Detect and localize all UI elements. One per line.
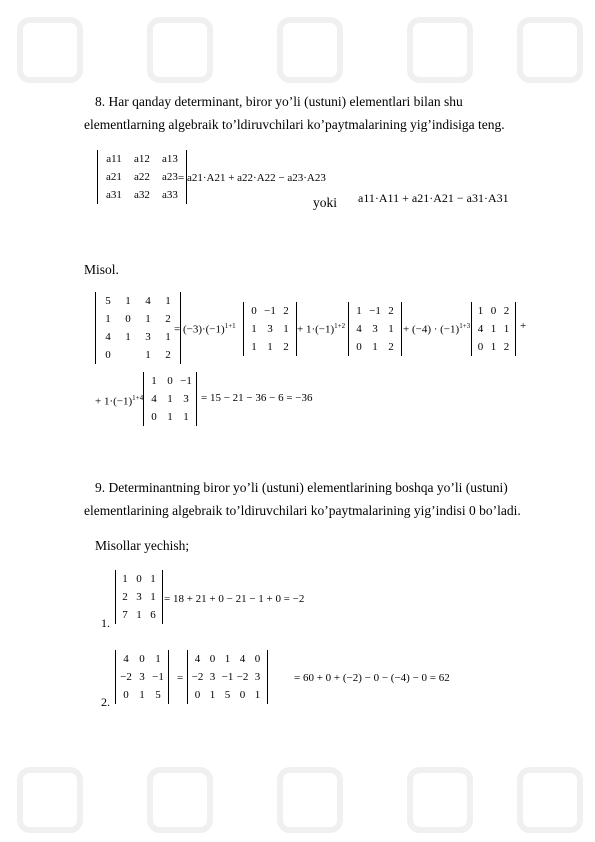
example1-result: = 18 + 21 + 0 − 21 − 1 + 0 = −2 (164, 593, 305, 605)
term2-coefficient (297, 320, 345, 337)
det-cell: 3 (209, 671, 216, 683)
det-cell: 1 (209, 689, 216, 701)
det-cell: 0 (151, 411, 157, 423)
det-cell: −1 (180, 375, 192, 387)
term3-coef-text: + (−4) · (−1) (403, 323, 460, 336)
det-cell (118, 346, 138, 364)
det-cell: 0 (209, 653, 216, 665)
term1-coefficient (174, 320, 236, 337)
example2-equals: = (177, 672, 184, 684)
det-cell: 1 (267, 341, 273, 353)
det-cell: 1 (105, 313, 111, 325)
det-cell: 0 (477, 341, 484, 353)
det-cell: a22 (134, 171, 150, 183)
term3-determinant (471, 302, 516, 356)
det-cell: a12 (134, 153, 150, 165)
det-cell: 3 (254, 671, 261, 683)
det-cell: 1 (136, 609, 142, 621)
det-cell: −2 (120, 671, 132, 683)
det-cell: 1 (372, 341, 378, 353)
det-cell: 4 (477, 323, 484, 335)
det-cell: a32 (134, 189, 150, 201)
det-cell: 1 (122, 573, 128, 585)
det-cell: 0 (139, 653, 145, 665)
term3-tail: + (520, 320, 527, 332)
yoki-label: yoki (313, 195, 338, 210)
det-cell: 3 (372, 323, 378, 335)
det-cell: 2 (122, 591, 128, 603)
det-cell: 4 (151, 393, 157, 405)
det-cell: 3 (145, 331, 151, 343)
det-cell: 1 (490, 341, 497, 353)
det-cell: 4 (239, 653, 246, 665)
det-cell: 2 (165, 313, 171, 325)
det-cell: 0 (105, 349, 111, 361)
det-cell: 1 (503, 323, 510, 335)
det-cell: −2 (191, 671, 204, 683)
det-cell: 1 (145, 313, 151, 325)
det-cell: 0 (254, 653, 261, 665)
det-cell: 4 (145, 295, 151, 307)
det-cell: a33 (162, 189, 178, 201)
det-cell: 2 (388, 341, 394, 353)
det-cell: 1 (125, 295, 131, 307)
det-cell: 1 (224, 653, 231, 665)
det-cell: 6 (150, 609, 156, 621)
term3-coefficient (403, 320, 470, 337)
det-cell: 1 (283, 323, 289, 335)
example2-determinant-b (187, 650, 268, 704)
det-cell: 1 (145, 349, 151, 361)
det-cell: 5 (105, 295, 111, 307)
det-cell: 7 (122, 609, 128, 621)
term4-determinant (143, 372, 197, 426)
det-cell: 1 (388, 323, 394, 335)
det-cell: 2 (283, 341, 289, 353)
term1-coef-text: = (−3)·(−1) (174, 323, 225, 336)
det-cell: −1 (221, 671, 234, 683)
det-cell: a11 (106, 153, 122, 165)
det-cell: 4 (194, 653, 201, 665)
det-cell: a31 (106, 189, 122, 201)
det-cell: 2 (283, 305, 289, 317)
det-cell: −1 (369, 305, 381, 317)
det-cell: 1 (150, 573, 156, 585)
det-cell: 2 (503, 341, 510, 353)
det-cell: a23 (162, 171, 178, 183)
section8-determinant (97, 150, 187, 204)
term4-coef-text: + 1·(−1) (95, 395, 133, 408)
section8-line1: 8. Har qanday determinant, biror yo’li (ustuni) elementlari bilan shu (95, 94, 463, 109)
det-cell: −1 (152, 671, 164, 683)
example1-determinant (115, 570, 163, 624)
example2-number: 2. (101, 695, 110, 709)
det-cell: 2 (388, 305, 394, 317)
det-cell: 3 (136, 591, 142, 603)
det-cell: 4 (356, 323, 362, 335)
det-cell: 1 (356, 305, 362, 317)
det-cell: 0 (136, 573, 142, 585)
det-cell: a13 (162, 153, 178, 165)
section8-formula-alt: a11·A11 + a21·A21 − a31·A31 (358, 191, 509, 205)
det-cell: 5 (155, 689, 161, 701)
det-cell: 1 (167, 393, 173, 405)
term1-determinant (243, 302, 297, 356)
example2-result: = 60 + 0 + (−2) − 0 − (−4) − 0 = 62 (294, 672, 450, 684)
det-cell: 0 (194, 689, 201, 701)
misol-result: = 15 − 21 − 36 − 6 = −36 (201, 392, 313, 404)
misol-main-determinant (95, 292, 181, 364)
section8-formula: = a21·A21 + a22·A22 − a23·A23 (178, 172, 326, 184)
det-cell: 1 (151, 375, 157, 387)
section8-line2: elementlarning algebraik to’ldiruvchilari ko’paytmalarining yig’indisiga teng. (84, 117, 505, 132)
term4-exponent: 1+4 (132, 394, 144, 402)
det-cell: 1 (150, 591, 156, 603)
det-cell: 3 (183, 393, 189, 405)
det-cell: 1 (139, 689, 145, 701)
det-cell: 0 (167, 375, 173, 387)
det-cell: 1 (251, 341, 257, 353)
det-cell: 4 (123, 653, 129, 665)
term2-exponent: 1+2 (334, 322, 346, 330)
det-cell: 2 (503, 305, 510, 317)
det-cell: 0 (123, 689, 129, 701)
term3-exponent: 1+3 (459, 322, 471, 330)
det-cell: 1 (155, 653, 161, 665)
det-cell: −1 (264, 305, 276, 317)
term2-coef-text: + 1·(−1) (297, 323, 335, 336)
det-cell: 0 (356, 341, 362, 353)
det-cell: 1 (251, 323, 257, 335)
det-cell: 0 (125, 313, 131, 325)
section9-line2: elementlarining algebraik to’ldiruvchilari ko’paytmalarining yig’indisi 0 bo’ladi. (84, 503, 521, 518)
det-cell: 1 (183, 411, 189, 423)
det-cell: 3 (267, 323, 273, 335)
det-cell: 1 (477, 305, 484, 317)
det-cell: 1 (254, 689, 261, 701)
det-cell: 0 (239, 689, 246, 701)
det-cell: 1 (165, 295, 171, 307)
det-cell: 2 (165, 349, 171, 361)
det-cell: 3 (139, 671, 145, 683)
term4-coefficient (95, 392, 143, 409)
det-cell: −2 (236, 671, 249, 683)
det-cell: a21 (106, 171, 122, 183)
misol-label: Misol. (84, 262, 119, 277)
det-cell: 1 (165, 331, 171, 343)
term1-exponent: 1+1 (224, 322, 236, 330)
term2-determinant (348, 302, 402, 356)
det-cell: 0 (251, 305, 257, 317)
example1-number: 1. (101, 616, 110, 630)
section9-line1: 9. Determinantning biror yo’li (ustuni) elementlarining boshqa yo’li (ustuni) (95, 480, 508, 495)
det-cell: 0 (490, 305, 497, 317)
det-cell: 5 (224, 689, 231, 701)
det-cell: 1 (490, 323, 497, 335)
det-cell: 4 (105, 331, 111, 343)
det-cell: 1 (167, 411, 173, 423)
example2-determinant-a (115, 650, 169, 704)
det-cell: 1 (125, 331, 131, 343)
misollar-heading: Misollar yechish; (95, 538, 190, 553)
